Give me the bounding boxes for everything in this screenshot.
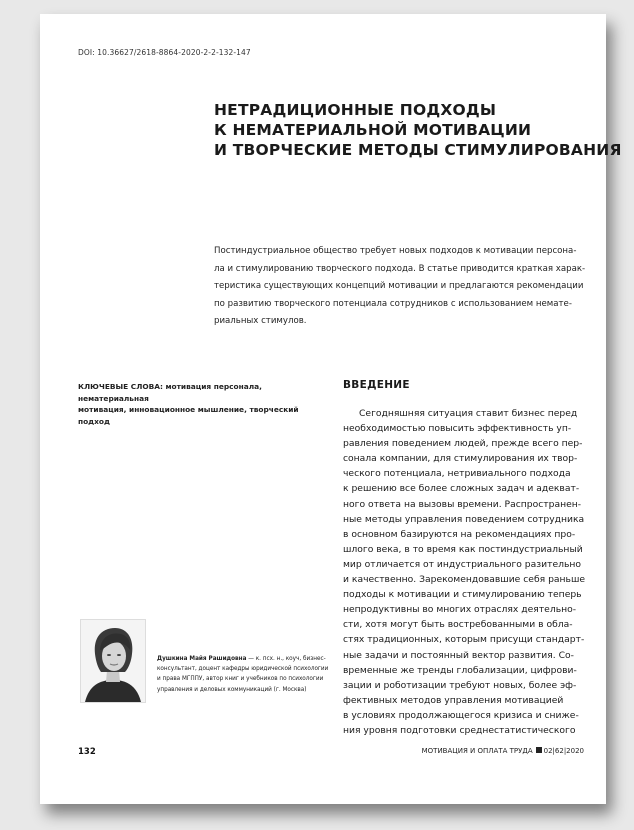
body-line: фективных методов управления мотивацией [343, 694, 564, 706]
body-line: ного ответа на вызовы времени. Распространен- [343, 498, 582, 510]
author-line: управления и деловых коммуникаций (г. Москва) [157, 686, 307, 693]
square-bullet-icon [536, 747, 542, 753]
body-line: сти, хотя могут быть востребованными в обла- [343, 619, 573, 631]
title-line: НЕТРАДИЦИОННЫЕ ПОДХОДЫ [214, 101, 497, 119]
body-line: шлого века, в то время как постиндустриальный [343, 543, 583, 555]
author-line [157, 654, 357, 664]
body-line: непродуктивны во многих отраслях деятельно- [343, 604, 577, 616]
journal-footer [422, 747, 584, 755]
body-line: к решению все более сложных задач и адекват- [343, 483, 580, 495]
author-credentials: — к. псх. н., коуч, бизнес- [246, 656, 326, 662]
body-text [343, 406, 589, 738]
page-number: 132 [78, 747, 96, 757]
journal-page [40, 14, 622, 804]
doi-label: DOI: 10.36627/2618-8864-2020-2-2-132-147 [78, 48, 251, 57]
abstract-line: теристика существующих концепций мотивации и предлагаются рекомендации [214, 281, 584, 292]
title-line: К НЕМАТЕРИАЛЬНОЙ МОТИВАЦИИ [214, 121, 532, 139]
body-line: необходимостью повысить эффективность уп- [343, 423, 572, 435]
title-line: И ТВОРЧЕСКИЕ МЕТОДЫ СТИМУЛИРОВАНИЯ [214, 141, 622, 159]
body-line: ческого потенциала, нетривиального подхода [343, 468, 571, 480]
body-line: в основном базируются на рекомендациях про- [343, 528, 576, 540]
body-line: мир отличается от индустриального разительно [343, 558, 582, 570]
body-line: временные же тренды глобализации, цифрови- [343, 664, 577, 676]
abstract-line: по развитию творческого потенциала сотрудников с использованием немате- [214, 298, 572, 309]
body-line: подходы к мотивации и стимулированию теперь [343, 589, 582, 601]
journal-issue: 02|62|2020 [543, 747, 584, 755]
keywords-line: мотивация, инновационное мышление, творческий подход [78, 405, 299, 426]
body-line: ния уровня подготовки среднестатистического [343, 724, 576, 736]
abstract-line: Постиндустриальное общество требует новых подходов к мотивации персона- [214, 246, 577, 256]
article-title [214, 100, 622, 160]
body-line: стях традиционных, которым присущи стандарт- [343, 634, 585, 646]
body-line: ные методы управления поведением сотрудника [343, 513, 585, 525]
body-line: и качественно. Зарекомендовавшие себя раньше [343, 574, 586, 586]
abstract-line: ла и стимулированию творческого подхода. В статье приводится краткая харак- [214, 263, 586, 274]
journal-name: МОТИВАЦИЯ И ОПЛАТА ТРУДА [421, 747, 533, 755]
body-line: ные задачи и постоянный вектор развития. Со- [343, 649, 574, 661]
author-line: и права МГППУ, автор книг и учебников по психологии [157, 676, 324, 683]
body-line: равления поведением людей, прежде всего пер- [343, 438, 583, 450]
body-line: сонала компании, для стимулирования их твор- [343, 453, 578, 465]
body-line: Сегодняшняя ситуация ставит бизнес перед [359, 408, 578, 419]
author-info [157, 654, 357, 695]
author-line: консультант, доцент кафедры юридической психологии [157, 666, 329, 673]
abstract-line: риальных стимулов. [214, 316, 307, 327]
author-portrait-image [81, 620, 145, 702]
author-photo [80, 619, 146, 703]
abstract [214, 243, 586, 331]
body-line: в условиях продолжающегося кризиса и сниже- [343, 709, 579, 721]
body-line: зации и роботизации требуют новых, более эф- [343, 679, 577, 691]
author-name: Душкина Майя Рашидовна [157, 656, 247, 662]
section-heading-introduction: ВВЕДЕНИЕ [343, 379, 410, 391]
keywords [78, 381, 318, 427]
keywords-line: КЛЮЧЕВЫЕ СЛОВА: мотивация персонала, нематериальная [78, 382, 262, 403]
